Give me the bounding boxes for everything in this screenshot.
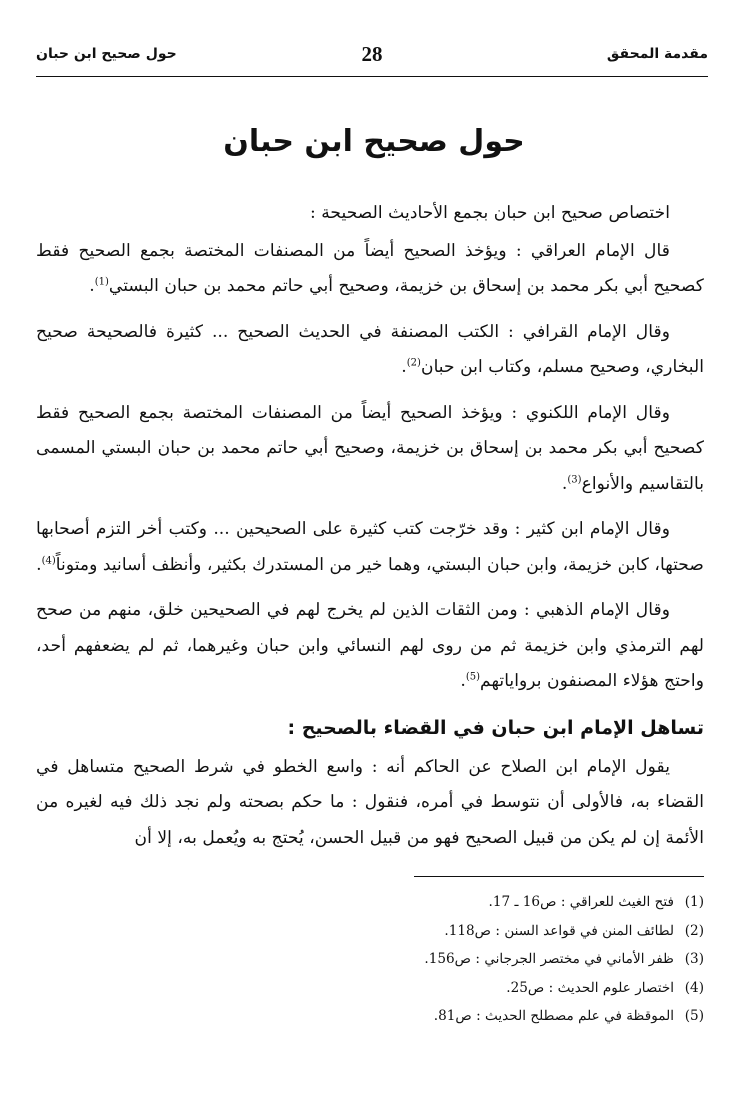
footnote-ref[interactable]: (1) bbox=[94, 276, 109, 288]
footnote-text: الموقظة في علم مصطلح الحديث : ص81. bbox=[433, 1008, 674, 1024]
footnote-list bbox=[40, 888, 704, 1031]
section-heading: تساهل الإمام ابن حبان في القضاء بالصحيح : bbox=[287, 716, 704, 739]
paragraph: يقول الإمام ابن الصلاح عن الحاكم أنه : واسع الخطو في شرط الصحيح متساهل في القضاء به، فالأولى أن نتوسط في أمره، فنقول : ما حكم بصحته ولم نجد ذلك فيه لغيره من الأئمة إن لم يكن من قبيل الصحيح فهو من قبيل الحسن، يُحتج به ويُعمل به، إلا أن bbox=[36, 756, 704, 848]
running-header bbox=[36, 42, 708, 77]
running-header-chapter: حول صحيح ابن حبان bbox=[36, 46, 177, 62]
footnote-separator bbox=[414, 876, 704, 877]
footnote-text: فتح الغيث للعراقي : ص16 ـ 17. bbox=[488, 894, 674, 910]
footnote-item bbox=[40, 974, 704, 1003]
footnote-item bbox=[40, 917, 704, 946]
paragraph: وقال الإمام الذهبي : ومن الثقات الذين لم يخرج لهم في الصحيحين خلق، منهم من صحح لهم الترمذي وابن خزيمة ثم من روى لهم النسائي وابن حبان وغيرهما، ثم لم يضعفهم أحد، واحتج هؤلاء المصنفون برواياتهم$^{(5)}$. bbox=[36, 600, 704, 691]
footnote-number: (4) bbox=[684, 979, 704, 996]
footnote-number: (3) bbox=[684, 951, 704, 967]
body-text bbox=[36, 196, 704, 866]
footnote-ref[interactable]: (4) bbox=[41, 554, 56, 566]
paragraph: وقال الإمام ابن كثير : وقد خرّجت كتب كثيرة على الصحيحين ... وكتب أخر التزم أصحابها صحتها، كابن خزيمة، وابن حبان البستي، وهما خير من المستدرك بكثير، وأنظف أسانيد ومتوناً$^{(4)}$. bbox=[36, 519, 704, 575]
page-number: 28 bbox=[361, 42, 383, 66]
paragraph: وقال الإمام اللكنوي : ويؤخذ الصحيح أيضاً من المصنفات المختصة بجمع الصحيح فقط كصحيح أبي بكر محمد بن إسحاق بن خزيمة، وصحيح أبي حاتم محمد بن حبان البستي المسمى بالتقاسيم والأنواع$^{(3)}$. bbox=[36, 402, 704, 494]
running-header-section: مقدمة المحقق bbox=[606, 46, 708, 62]
footnote-number: (2) bbox=[684, 922, 704, 939]
footnote-item bbox=[40, 1002, 704, 1031]
footnote-ref[interactable]: (5) bbox=[465, 671, 481, 683]
paragraph: قال الإمام العراقي : ويؤخذ الصحيح أيضاً من المصنفات المختصة بجمع الصحيح فقط كصحيح أبي بكر محمد بن إسحاق بن خزيمة، وصحيح أبي حاتم محمد بن حبان البستي$^{(1)}$. bbox=[36, 240, 704, 296]
footnote-ref[interactable]: (3) bbox=[567, 473, 582, 485]
footnote-text: ظفر الأماني في مختصر الجرجاني : ص156. bbox=[424, 951, 674, 967]
footnote-item bbox=[40, 945, 704, 974]
chapter-title: حول صحيح ابن حبان bbox=[223, 124, 525, 159]
paragraph: وقال الإمام القرافي : الكتب المصنفة في الحديث الصحيح ... كثيرة فالصحيحة صحيح البخاري، وصحيح مسلم، وكتاب ابن حبان$^{(2)}$. bbox=[36, 321, 704, 377]
footnote-text: لطائف المنن في قواعد السنن : ص118. bbox=[444, 922, 674, 939]
paragraph: اختصاص صحيح ابن حبان بجمع الأحاديث الصحيحة : bbox=[309, 203, 670, 223]
footnote-ref[interactable]: (2) bbox=[406, 357, 421, 369]
footnote-text: اختصار علوم الحديث : ص25. bbox=[506, 979, 674, 996]
footnote-number: (5) bbox=[684, 1008, 704, 1024]
footnote-number: (1) bbox=[684, 894, 704, 910]
footnote-item bbox=[40, 888, 704, 917]
